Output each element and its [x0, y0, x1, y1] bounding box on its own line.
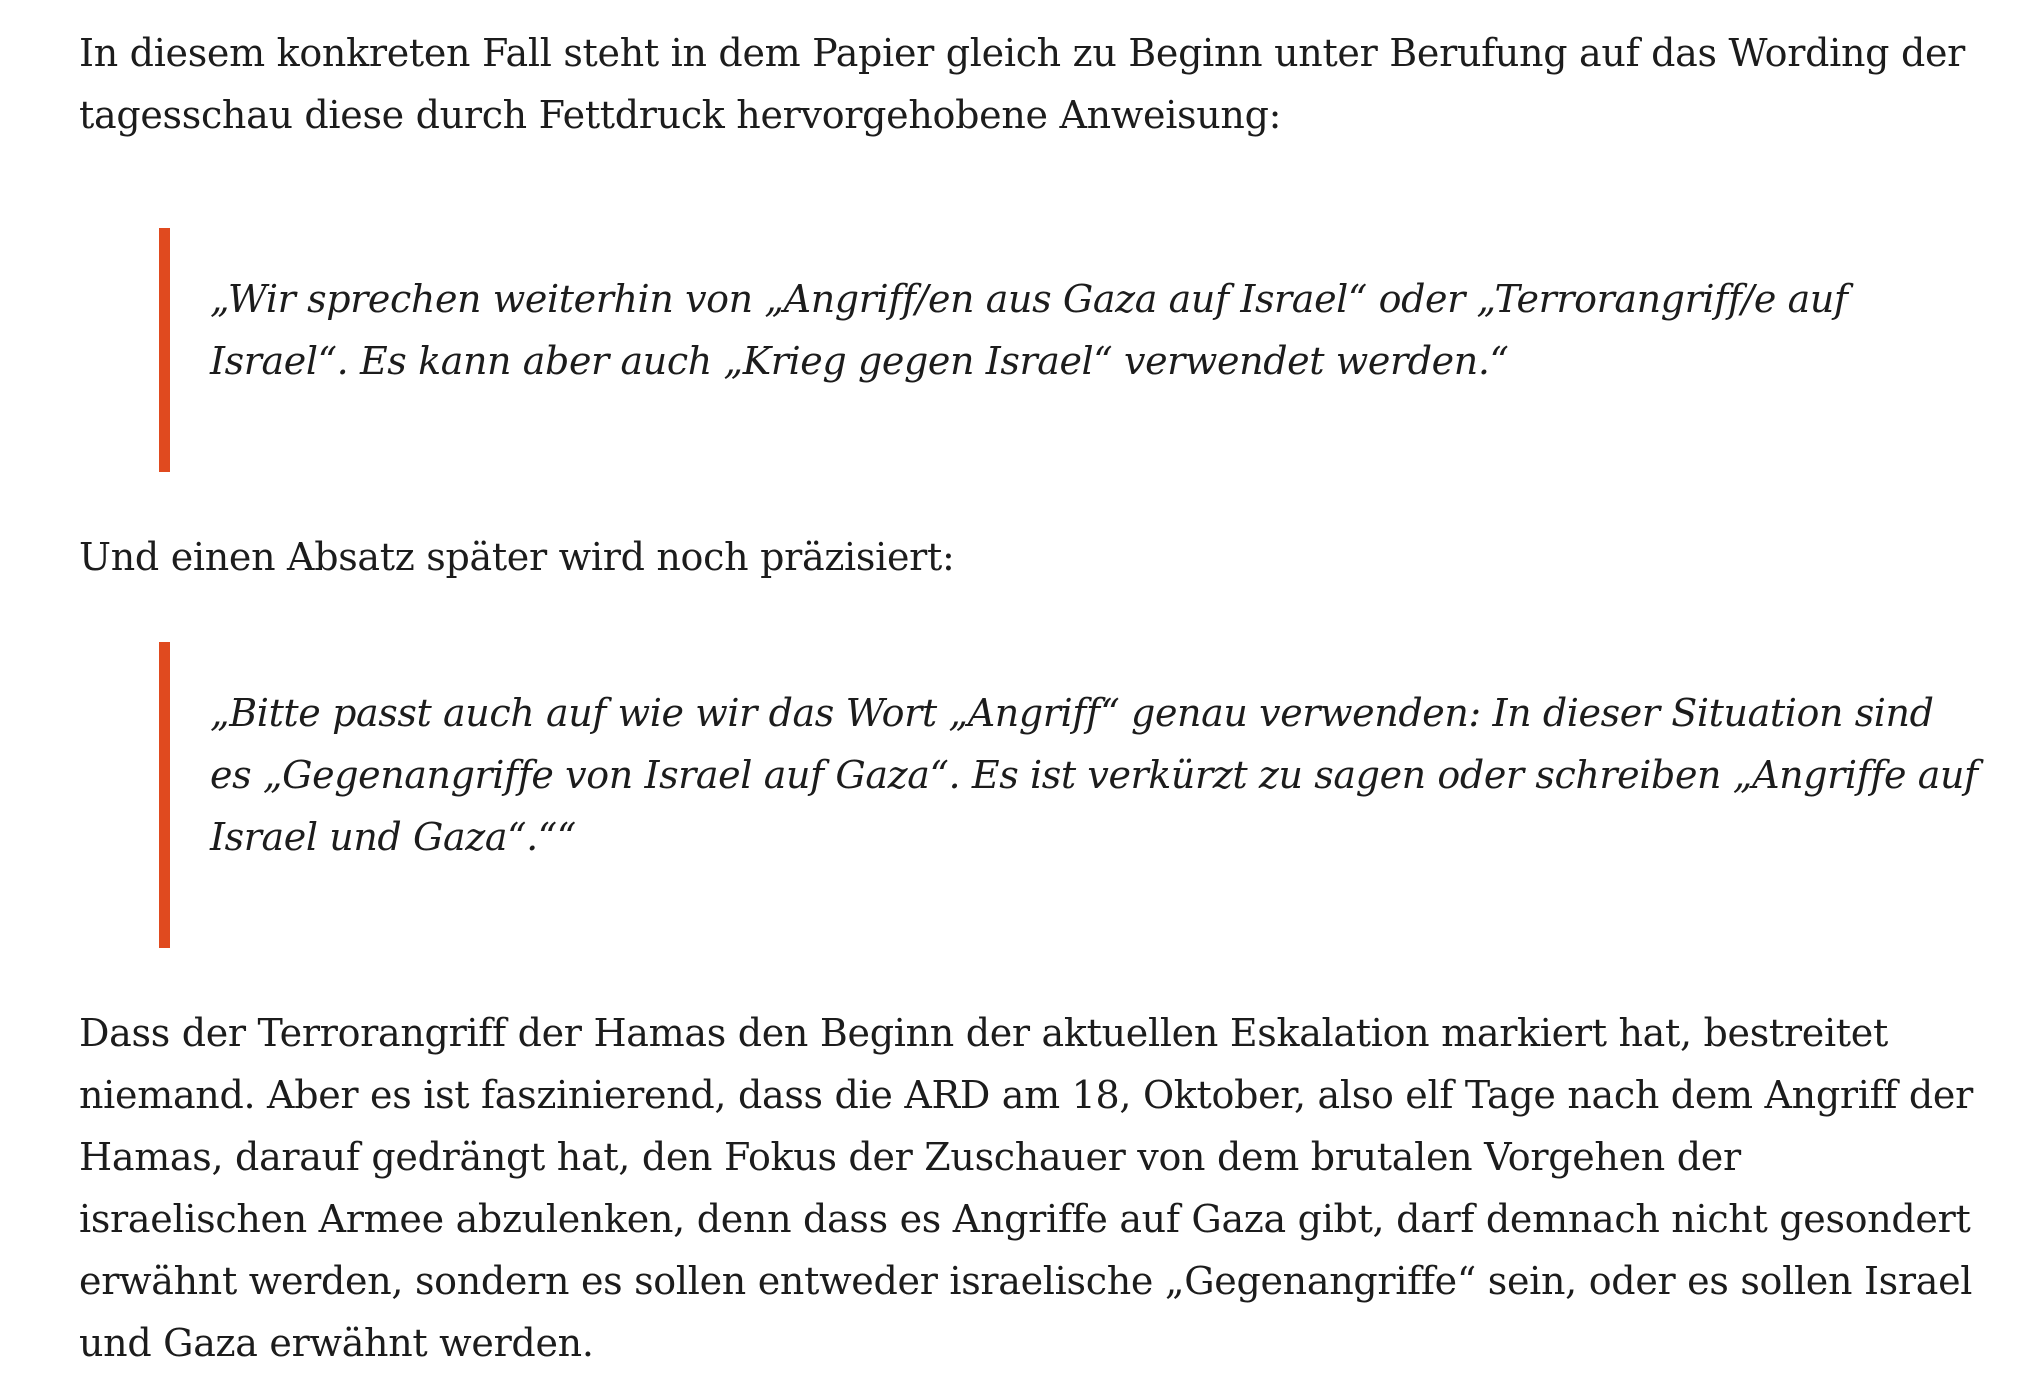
paragraph-conclusion: Dass der Terrorangriff der Hamas den Beginn der aktuellen Eskalation markiert hat, bestreitet niemand. Aber es ist faszinierend, dass die ARD am 18, Oktober, also elf Tage nach dem Angriff der Hamas, darauf gedrängt hat, den Fokus der Zuschauer von dem brutalen Vorgehen der israelischen Armee abzulenken, denn dass es Angriffe auf Gaza gibt, darf demnach nicht gesondert erwähnt werden, sondern es sollen entweder israelische „Gegenangriffe“ sein, oder es sollen Israel und Gaza erwähnt werden. — [79, 1011, 1973, 1365]
blockquote-2 — [159, 642, 1979, 948]
paragraph-intro: In diesem konkreten Fall steht in dem Papier gleich zu Beginn unter Berufung auf das Wording der tagesschau diese durch Fettdruck hervorgehobene Anweisung: — [79, 31, 1966, 137]
quote-text: „Bitte passt auch auf wie wir das Wort „Angriff“ genau verwenden: In dieser Situation sind es „Gegenangriffe von Israel auf Gaza“. Es ist verkürzt zu sagen oder schreiben „Angriffe auf Israel und Gaza“.““ — [210, 691, 1978, 859]
blockquote-1 — [159, 228, 1979, 472]
paragraph-middle: Und einen Absatz später wird noch präzisiert: — [79, 535, 955, 579]
quote-text: „Wir sprechen weiterhin von „Angriff/en aus Gaza auf Israel“ oder „Terrorangriff/e auf Israel“. Es kann aber auch „Krieg gegen Israel“ verwendet werden.“ — [210, 277, 1848, 383]
article-body — [79, 22, 1979, 1374]
